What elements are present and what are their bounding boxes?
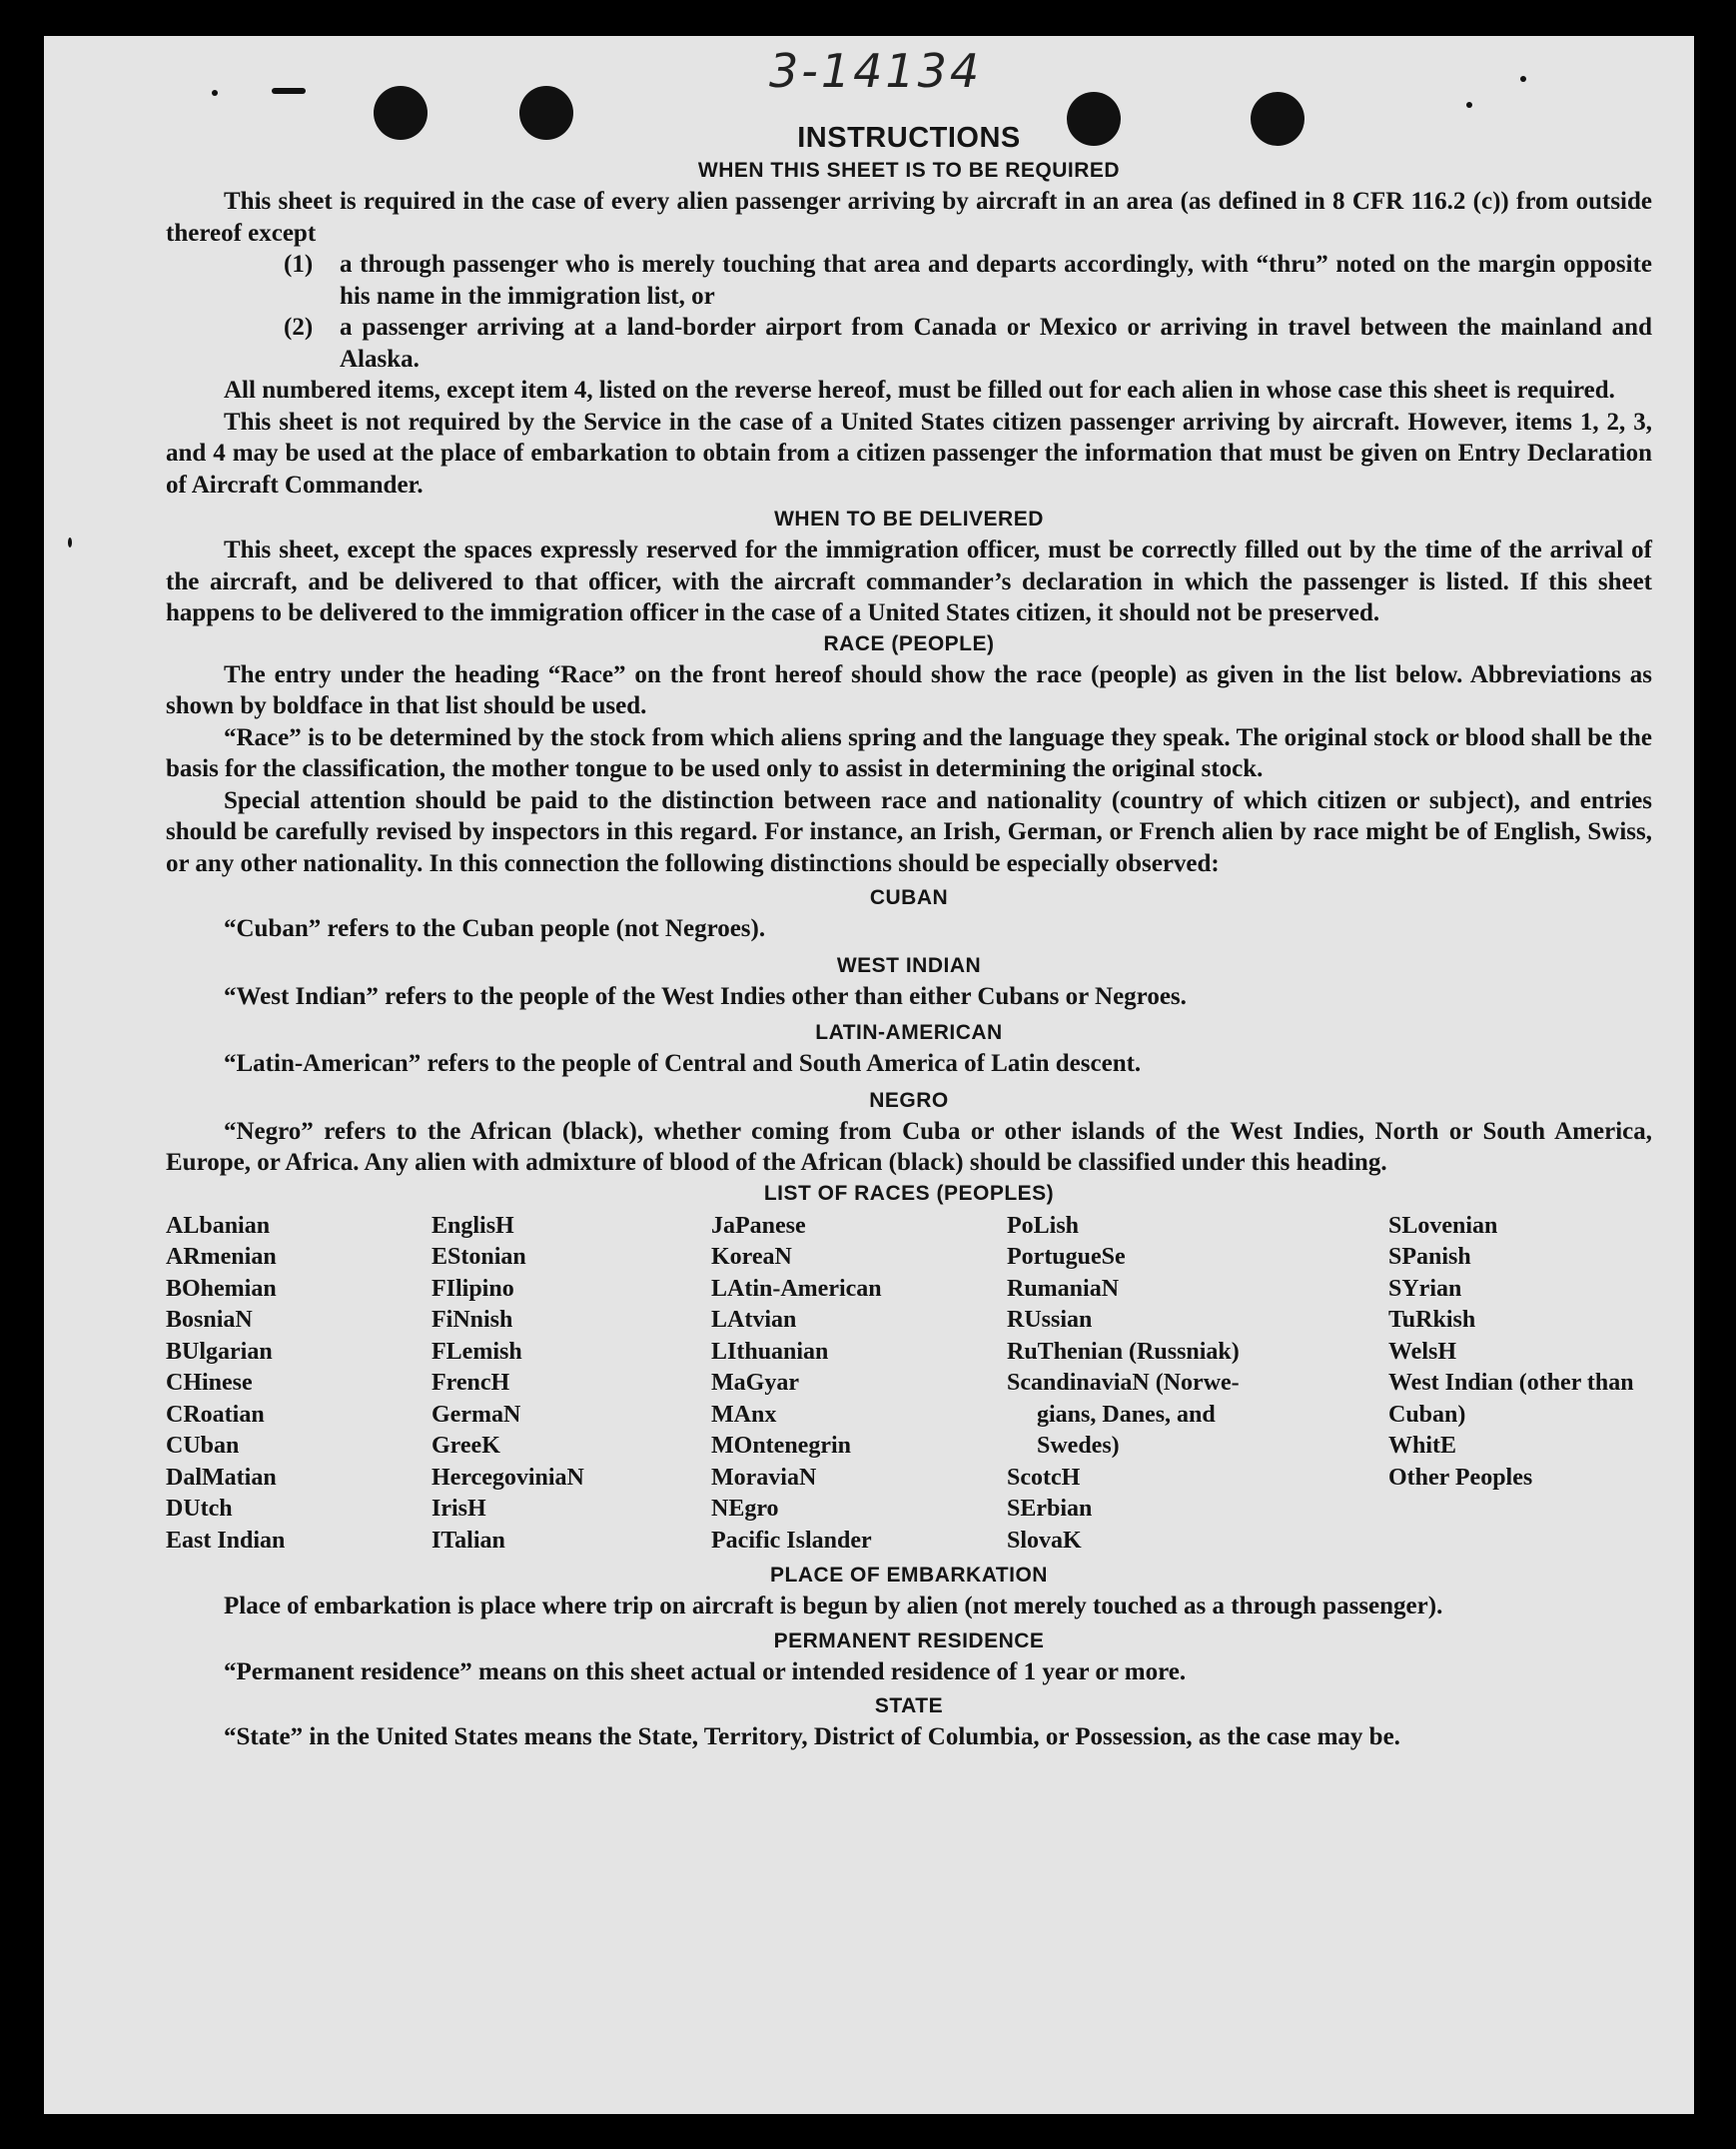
paragraph: Place of embarkation is place where trip on aircraft is begun by alien (not merely touched as a through passenger).	[224, 1593, 1443, 1619]
paragraph: “State” in the United States means the State, Territory, District of Columbia, or Possession, as the case may be.	[224, 1723, 1400, 1750]
section-heading: LATIN-AMERICAN	[815, 1021, 1003, 1044]
item-text: a through passenger who is merely touching that area and departs accordingly, with “thru” noted on the margin opposite his name in the immigration list, or	[340, 251, 1652, 310]
race-entry: MoraviaN	[711, 1464, 817, 1491]
race-entry: Other Peoples	[1388, 1464, 1533, 1491]
race-entry: BOhemian	[166, 1275, 277, 1302]
race-entry: GermaN	[432, 1401, 521, 1428]
race-entry: FLemish	[432, 1338, 522, 1365]
document-page	[44, 36, 1694, 2114]
race-entry: CHinese	[166, 1370, 253, 1396]
scan-speck	[68, 537, 72, 547]
race-entry: ARmenian	[166, 1244, 277, 1270]
paragraph: “Negro” refers to the African (black), whether coming from Cuba or other islands of the West Indies, North or South America, Europe, or Africa. Any alien with admixture of blood of the African (black) should be classified under this heading.	[166, 1117, 1652, 1176]
exception-item	[284, 249, 1652, 312]
race-entry: East Indian	[166, 1527, 286, 1554]
race-entry: RumaniaN	[1007, 1275, 1120, 1302]
race-column-1	[166, 1211, 422, 1558]
race-entry: FiNnish	[432, 1307, 513, 1333]
race-entry: MOntenegrin	[711, 1433, 851, 1459]
section-heading: LIST OF RACES (PEOPLES)	[763, 1181, 1055, 1205]
paragraph: “Permanent residence” means on this sheet actual or intended residence of 1 year or more.	[224, 1657, 1187, 1685]
scan-mark	[272, 88, 306, 94]
race-entry: SYrian	[1388, 1275, 1462, 1302]
race-entry: FIlipino	[432, 1275, 514, 1302]
paragraph: Special attention should be paid to the distinction between race and nationality (country of which citizen or subject), and entries should be carefully revised by inspectors in this regard. For instance, an Irish, German, or French alien by race might be of English, Swiss, or any other nationality. In this connection the following distinctions should be especially observed:	[166, 786, 1652, 877]
race-entry: MaGyar	[711, 1370, 799, 1396]
race-entry-continuation: Swedes)	[1037, 1433, 1120, 1459]
section-heading: NEGRO	[869, 1088, 949, 1112]
race-entry: WelsH	[1388, 1338, 1457, 1365]
paragraph: This sheet is not required by the Service in the case of a United States citizen passenger arriving by aircraft. However, items 1, 2, 3, and 4 may be used at the place of embarkation to obtain from a citizen passenger the information that must be given on Entry Declaration of Aircraft Commander.	[166, 408, 1652, 499]
section-heading: WEST INDIAN	[836, 953, 982, 977]
instructions-body	[166, 120, 1652, 1753]
paragraph: This sheet is required in the case of every alien passenger arriving by aircraft in an area (as defined in 8 CFR 116.2 (c)) from outside thereof except	[166, 188, 1652, 247]
race-entry: Pacific Islander	[711, 1527, 872, 1554]
race-entry: SErbian	[1007, 1496, 1093, 1522]
race-entry: MAnx	[711, 1401, 777, 1428]
race-column-4	[1007, 1211, 1378, 1558]
handwritten-file-number: 3-14134	[769, 44, 983, 98]
section-heading: PERMANENT RESIDENCE	[773, 1628, 1045, 1652]
race-entry: CRoatian	[166, 1401, 265, 1428]
paragraph: All numbered items, except item 4, listed on the reverse hereof, must be filled out for each alien in whose case this sheet is required.	[224, 377, 1615, 404]
section-heading: STATE	[874, 1694, 944, 1717]
race-entry-continuation: gians, Danes, and	[1037, 1401, 1216, 1428]
paragraph: “Latin-American” refers to the people of Central and South America of Latin descent.	[224, 1050, 1142, 1077]
race-entry: RUssian	[1007, 1307, 1093, 1333]
race-entry: TuRkish	[1388, 1307, 1476, 1333]
page-title: INSTRUCTIONS	[797, 122, 1021, 154]
race-entry: ScotcH	[1007, 1464, 1081, 1491]
item-text: a passenger arriving at a land-border airport from Canada or Mexico or arriving in travel between the mainland and Alaska.	[340, 314, 1652, 373]
section-heading: WHEN TO BE DELIVERED	[774, 508, 1044, 531]
scan-speck	[212, 90, 218, 96]
race-entry: SLovenian	[1388, 1212, 1498, 1239]
race-entry: SPanish	[1388, 1244, 1471, 1270]
race-entry: CUban	[166, 1433, 240, 1459]
scan-speck	[1466, 102, 1472, 108]
race-entry: EnglisH	[432, 1212, 514, 1239]
item-number: (1)	[284, 251, 314, 278]
race-column-5	[1388, 1211, 1648, 1558]
race-entry: LAtvian	[711, 1307, 797, 1333]
race-entry: EStonian	[432, 1244, 526, 1270]
race-entry: West Indian (other than Cuban)	[1388, 1370, 1634, 1428]
race-entry: RuThenian (Russniak)	[1007, 1338, 1240, 1365]
exception-item	[284, 312, 1652, 375]
paragraph: “Race” is to be determined by the stock from which aliens spring and the language they speak. The original stock or blood shall be the basis for the classification, the mother tongue to be used only to assist in determining the original stock.	[166, 723, 1652, 782]
race-list	[166, 1211, 1652, 1558]
race-entry: FrencH	[432, 1370, 510, 1396]
race-entry: ScandinaviaN (Norwe-	[1007, 1370, 1240, 1396]
race-entry: DalMatian	[166, 1464, 277, 1491]
race-entry: ALbanian	[166, 1212, 271, 1239]
race-entry: KoreaN	[711, 1244, 792, 1270]
race-entry: JaPanese	[711, 1212, 806, 1239]
paragraph: The entry under the heading “Race” on the front hereof should show the race (people) as given in the list below. Abbreviations as shown by boldface in that list should be used.	[166, 660, 1652, 719]
paragraph: “West Indian” refers to the people of the West Indies other than either Cubans or Negroes.	[224, 982, 1187, 1010]
race-entry: HercegoviniaN	[432, 1464, 584, 1491]
race-entry: IrisH	[432, 1496, 486, 1522]
race-entry: SlovaK	[1007, 1527, 1082, 1554]
race-entry: BosniaN	[166, 1307, 253, 1333]
race-entry: WhitE	[1388, 1433, 1457, 1459]
section-heading: WHEN THIS SHEET IS TO BE REQUIRED	[697, 159, 1121, 182]
race-entry: LAtin-American	[711, 1275, 882, 1302]
race-entry: DUtch	[166, 1496, 233, 1522]
section-heading: RACE (PEOPLE)	[823, 631, 995, 655]
race-entry: PortugueSe	[1007, 1244, 1126, 1270]
race-column-2	[432, 1211, 701, 1558]
race-column-3	[711, 1211, 997, 1558]
item-number: (2)	[284, 314, 314, 341]
race-entry: BUlgarian	[166, 1338, 273, 1365]
paragraph: “Cuban” refers to the Cuban people (not Negroes).	[224, 915, 766, 942]
section-heading: PLACE OF EMBARKATION	[770, 1564, 1048, 1587]
scan-speck	[1520, 76, 1526, 82]
paragraph: This sheet, except the spaces expressly reserved for the immigration officer, must be correctly filled out by the time of the arrival of the aircraft, and be delivered to that officer, with the aircraft commander’s declaration in which the passenger is listed. If this sheet happens to be delivered to the immigration officer in the case of a United States citizen, it should not be preserved.	[166, 537, 1652, 626]
race-entry: LIthuanian	[711, 1338, 829, 1365]
race-entry: NEgro	[711, 1496, 779, 1522]
section-heading: CUBAN	[869, 886, 949, 909]
race-entry: GreeK	[432, 1433, 500, 1459]
race-entry: PoLish	[1007, 1212, 1080, 1239]
race-entry: ITalian	[432, 1527, 505, 1554]
